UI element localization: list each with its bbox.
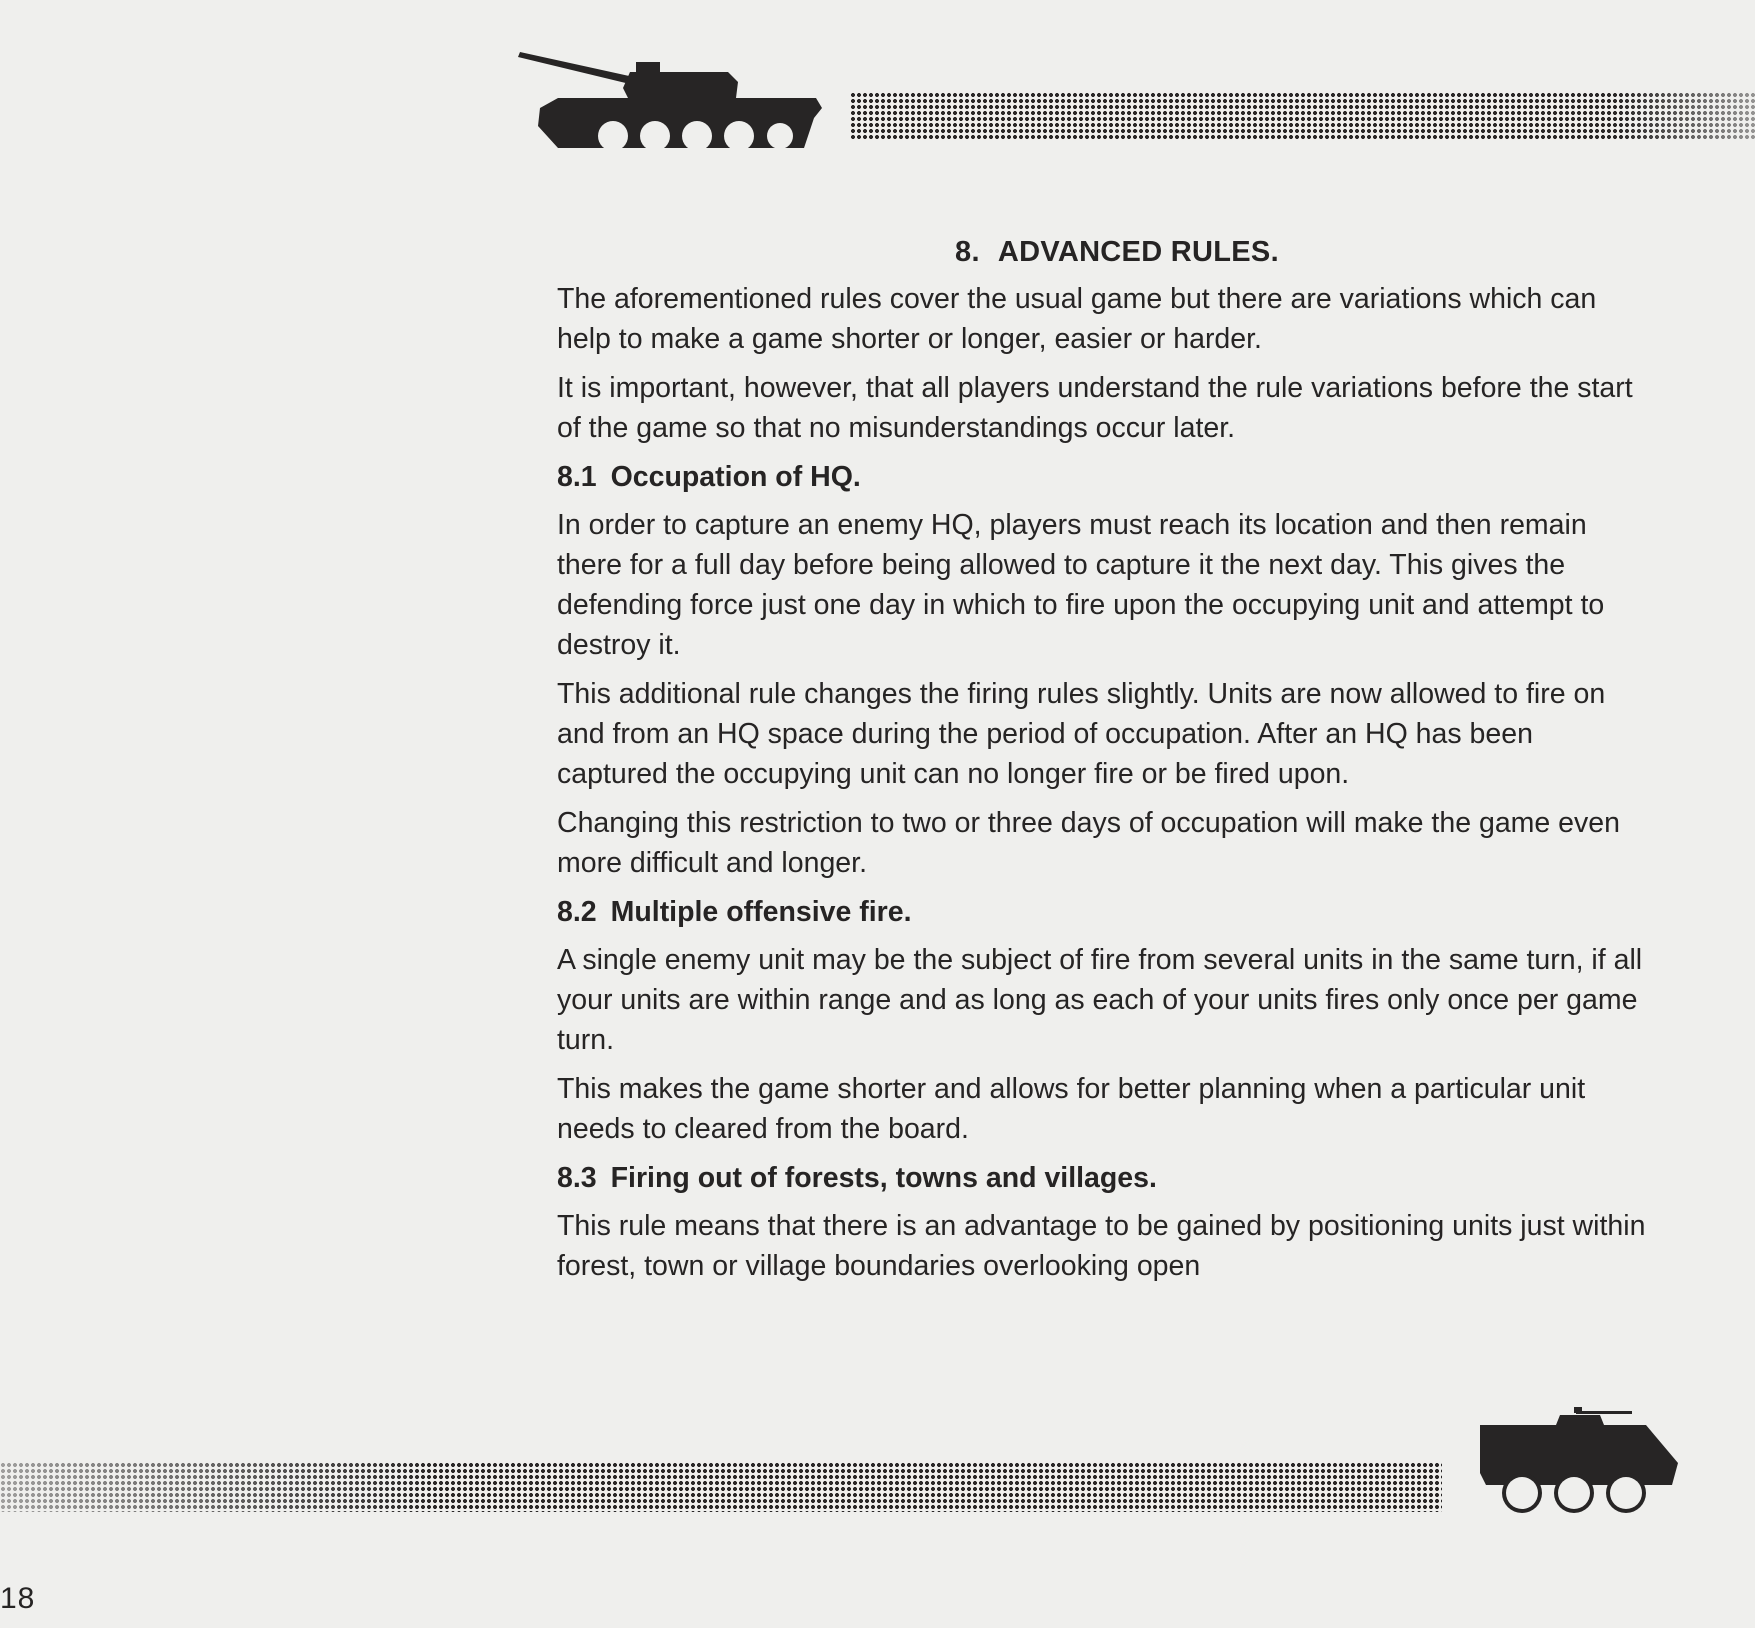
subsection-title: Firing out of forests, towns and villages.	[610, 1162, 1157, 1194]
intro-paragraph: It is important, however, that all players understand the rule variations before the start of the game so that no misunderstandings occur later.	[557, 372, 1633, 444]
subsection-number: 8.3	[557, 1162, 597, 1194]
rule-paragraph: In order to capture an enemy HQ, players must reach its location and then remain there for a full day before being allowed to capture it the next day. This gives the defending force just one day in which to fire upon the occupying unit and attempt to destroy it.	[557, 509, 1605, 661]
dotted-band-bottom	[0, 1462, 1442, 1512]
subsection-number: 8.1	[557, 461, 597, 493]
armored-car-icon	[1476, 1403, 1686, 1513]
rule-paragraph: This makes the game shorter and allows for better planning when a particular unit needs to cleared from the board.	[557, 1073, 1586, 1145]
page-number: 18	[0, 1582, 36, 1615]
subsection-heading	[557, 457, 1647, 497]
section-title	[557, 236, 1647, 269]
tank-icon	[518, 44, 828, 154]
subsection-title: Occupation of HQ.	[610, 461, 861, 493]
rule-paragraph: Changing this restriction to two or three days of occupation will make the game even more difficult and longer.	[557, 807, 1620, 879]
rule-paragraph: This rule means that there is an advantage to be gained by positioning units just within forest, town or village boundaries overlooking open	[557, 1210, 1646, 1282]
intro-paragraph: The aforementioned rules cover the usual game but there are variations which can help to make a game shorter or longer, easier or harder.	[557, 283, 1597, 355]
rule-paragraph: This additional rule changes the firing rules slightly. Units are now allowed to fire on and from an HQ space during the period of occupation. After an HQ has been captured the occupying unit can no longer fire or be fired upon.	[557, 678, 1606, 790]
subsection-heading	[557, 1158, 1647, 1198]
section-title-text: ADVANCED RULES.	[997, 236, 1279, 268]
subsection-title: Multiple offensive fire.	[610, 896, 912, 928]
subsection-heading	[557, 892, 1647, 932]
rule-paragraph: A single enemy unit may be the subject of fire from several units in the same turn, if all your units are within range and as long as each of your units fires only once per game turn.	[557, 944, 1643, 1056]
dotted-band-top	[850, 92, 1755, 141]
rules-section	[557, 236, 1647, 1295]
subsection-number: 8.2	[557, 896, 597, 928]
section-number: 8.	[955, 236, 980, 268]
